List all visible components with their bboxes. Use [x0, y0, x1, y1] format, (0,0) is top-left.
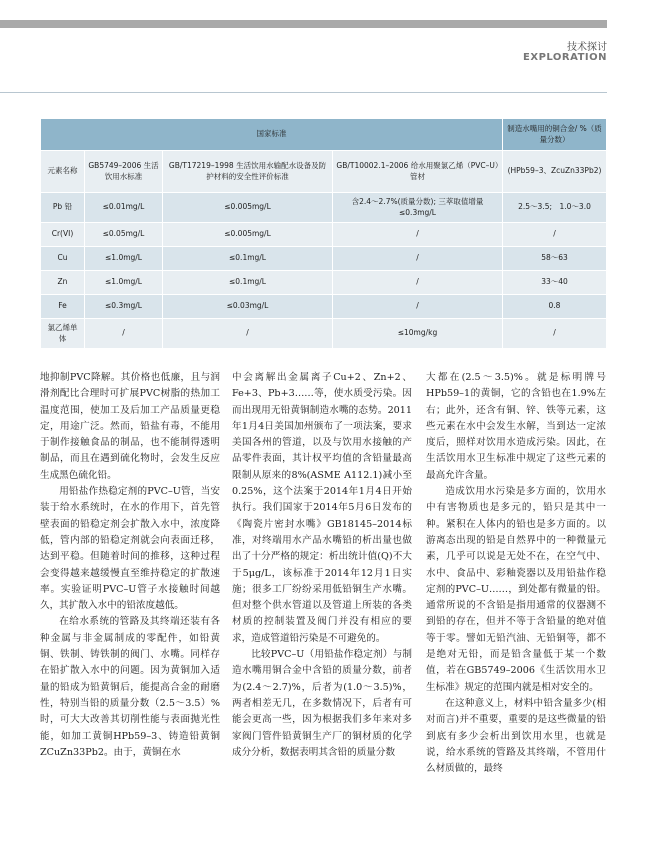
col-gbt10002-header: GB/T10002.1–2006 给水用聚氯乙烯（PVC–U）管材: [333, 151, 503, 193]
cell-gb5749: ≤0.3mg/L: [85, 295, 163, 319]
cell-alloy: 33～40: [503, 271, 607, 295]
table-row: [41, 271, 607, 295]
col-gb5749-header: GB5749–2006 生活饮用水标准: [85, 151, 163, 193]
cell-gbt10002: ≤10mg/kg: [333, 319, 503, 349]
row-element: Cr(VI): [41, 223, 85, 247]
table-row: [41, 319, 607, 349]
cell-gb5749: /: [85, 319, 163, 349]
cell-gbt17219: ≤0.005mg/L: [163, 223, 333, 247]
paragraph: 中会离解出金属离子Cu+2、Zn+2、Fe+3、Pb+3……等，使水质受污染。因而出现用无铅黄铜制造水嘴的态势。2011年1月4日美国加州颁布了一项法案，要求美国各州的管道，以及与饮用水接触的产品零件表面，其计权平均值的含铅量最高限制从原来的8%(ASME A112.1)减小至0.25%，这个法案于2014年1月4日开始执行。我们国家于2014年5月6日发布的《陶瓷片密封水嘴》GB18145–2014标准，对终端用水产品水嘴铅的析出量也做出了十分严格的规定：析出统计值(Q)不大于5μg/L，该标准于2014年12月1日实施；很多工厂纷纷采用低铅铜生产水嘴。但对整个供水管道以及管道上所装的各类材质的控制装置及阀门并没有相应的要求，造成管道铅污染是不可避免的。: [232, 372, 412, 644]
cell-alloy: 58～63: [503, 247, 607, 271]
text-column-3: [426, 370, 606, 777]
col-element-header: 元素名称: [41, 151, 85, 193]
row-element: Cu: [41, 247, 85, 271]
text-column-1: [40, 370, 220, 761]
cell-alloy: /: [503, 319, 607, 349]
table-row: [41, 223, 607, 247]
cell-gbt17219: /: [163, 319, 333, 349]
standards-table: [40, 118, 607, 349]
cell-gbt10002: 含2.4～2.7%(质量分数); 三萃取值增量≤0.3mg/L: [333, 193, 503, 223]
cell-alloy: 0.8: [503, 295, 607, 319]
cell-gbt10002: /: [333, 247, 503, 271]
group-alloy-header: 制造水嘴用的铜合金/ %（质量分数）: [503, 119, 607, 151]
paragraph: 在给水系统的管路及其终端还装有各种金属与非金属制成的零配件，如铅黄铜、铁制、铸铁制的阀门、水嘴。同样存在铅扩散入水中的问题。因为黄铜加入适量的铅成为铅黄铜后，能提高合金的耐磨性，特别当铅的质量分数（2.5～3.5）%时，可大大改善其切削性能与表面抛光性能，如加工黄铜HPb59–3、铸造铅黄铜ZCuZn33Pb2。由于，黄铜在水: [40, 616, 220, 758]
header-divider: [0, 92, 607, 93]
paragraph: 比较PVC–U（用铅盐作稳定剂）与制造水嘴用铜合金中含铅的质量分数，前者为(2.4～2.7)%，后者为(1.0～3.5)%，两者相差无几，在多数情况下，后者有可能会更高一些，因为根据我们多年来对多家阀门管件铅黄铜生产厂的铜材质的化学成分分析，数据表明其含铅的质量分数: [232, 649, 412, 758]
col-alloy-header: (HPb59–3、ZcuZn33Pb2): [503, 151, 607, 193]
row-element: 氯乙烯单体: [41, 319, 85, 349]
cell-gb5749: ≤0.01mg/L: [85, 193, 163, 223]
cell-gbt17219: ≤0.005mg/L: [163, 193, 333, 223]
header-rule: [0, 20, 607, 28]
section-label-en: EXPLORATION: [523, 52, 607, 63]
cell-gbt17219: ≤0.1mg/L: [163, 271, 333, 295]
cell-gbt17219: ≤0.03mg/L: [163, 295, 333, 319]
section-label: 技术探讨: [567, 42, 607, 53]
paragraph: 造成饮用水污染是多方面的，饮用水中有害物质也是多元的，铅只是其中一种。紧积在人体内的铅也是多方面的。以游离态出现的铅是自然界中的一种微量元素，几乎可以说是无处不在，在空气中、水中、食品中、彩釉瓷器以及用铅盐作稳定剂的PVC–U……，到处都有微量的铅。通常所说的不含铅是指用通常的仪器测不到铅的存在，但并不等于含铅量的绝对值等于零。譬如无铅汽油、无铅铜等，都不是绝对无铅，而是铅含量低于某一个数值，若在GB5749–2006《生活饮用水卫生标准》规定的范围内就是相对安全的。: [426, 486, 606, 693]
cell-gbt10002: /: [333, 223, 503, 247]
paragraph: 在这种意义上，材料中铅含量多少(相对而言)并不重要，重要的是这些微量的铅到底有多少会析出到饮用水里，也就是说，给水系统的管路及其终端，不管用什么材质做的，最终: [426, 697, 606, 775]
cell-gb5749: ≤1.0mg/L: [85, 247, 163, 271]
col-gbt17219-header: GB/T17219–1998 生活饮用水输配水设备及防护材料的安全性评价标准: [163, 151, 333, 193]
cell-gb5749: ≤1.0mg/L: [85, 271, 163, 295]
table-row: [41, 247, 607, 271]
row-element: Fe: [41, 295, 85, 319]
row-element: Zn: [41, 271, 85, 295]
cell-gbt10002: /: [333, 271, 503, 295]
cell-gbt17219: ≤0.1mg/L: [163, 247, 333, 271]
text-column-2: [232, 370, 412, 761]
cell-alloy: 2.5～3.5; 1.0～3.0: [503, 193, 607, 223]
cell-gb5749: ≤0.05mg/L: [85, 223, 163, 247]
group-national-header: 国家标准: [41, 119, 503, 151]
paragraph: 地抑制PVC降解。其价格也低廉，且与润滑剂配比合理时可扩展PVC树脂的热加工温度范围，使加工及后加工产品质量更稳定，用途广泛。然而，铅盐有毒，不能用于制作接触食品的制品，也不能制得透明制品，而且在遇到硫化物时，会发生反应生成黑色硫化铅。: [40, 372, 220, 481]
table-row: [41, 193, 607, 223]
table-row: [41, 295, 607, 319]
row-element: Pb 铅: [41, 193, 85, 223]
paragraph: 用铅盐作热稳定剂的PVC–U管，当安装于给水系统时，在水的作用下，首先管壁表面的铅稳定剂会扩散入水中，浓度降低，管内部的铅稳定剂就会向表面迁移，达到平稳。但随着时间的推移，这种过程会变得越来越缓慢直至维持稳定的扩散速率。实验证明PVC–U管子水接触时间越久，其扩散入水中的铅浓度越低。: [40, 486, 220, 612]
paragraph: 大都在(2.5～3.5)%。就是标明牌号HPb59–1的黄铜，它的含铅也在1.9%左右；此外，还含有铜、锌、铁等元素，这些元素在水中会发生水解，当到达一定浓度后，照样对饮用水造成污染。因此，在生活饮用水卫生标准中规定了这些元素的最高允许含量。: [426, 372, 606, 481]
cell-gbt10002: /: [333, 295, 503, 319]
cell-alloy: /: [503, 223, 607, 247]
